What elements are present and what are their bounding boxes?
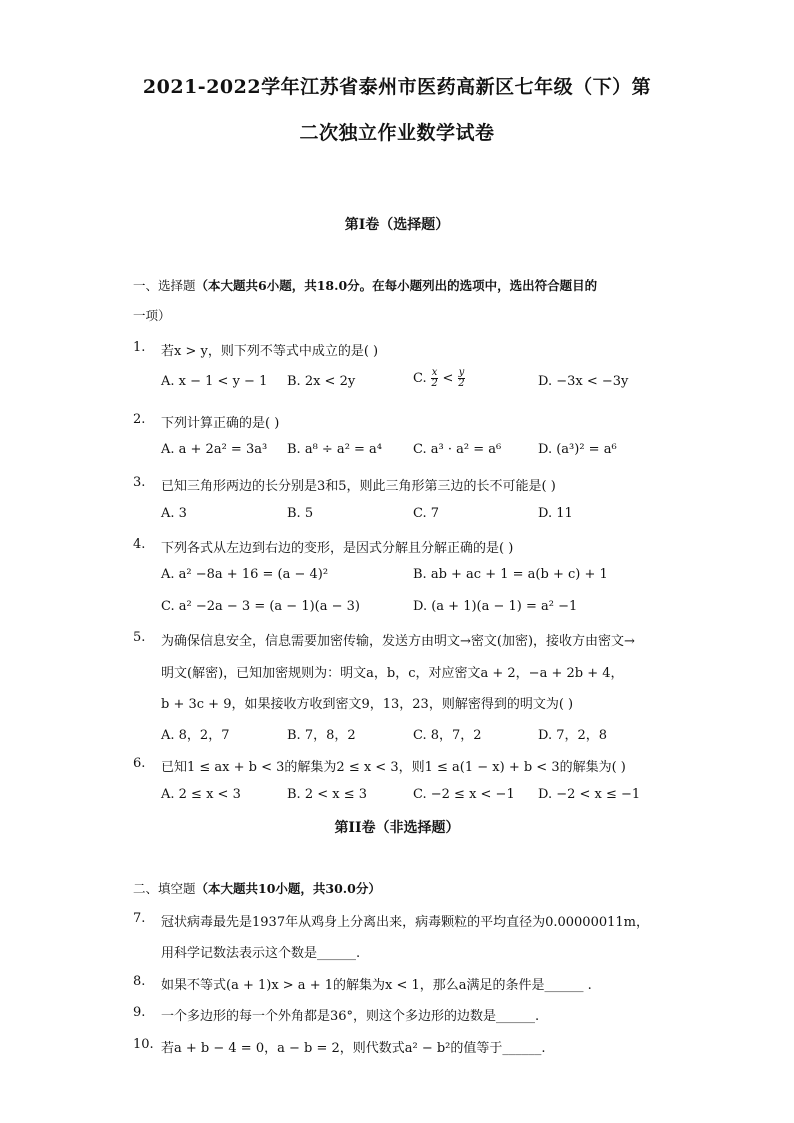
option-c: C. −2 ≤ x < −1 — [413, 787, 515, 802]
option-a: A. 2 ≤ x < 3 — [161, 787, 241, 802]
section-one-desc-cont: 一项） — [133, 308, 171, 323]
question-text: 下列计算正确的是( ) — [161, 416, 280, 431]
option-d: D. −3x < −3y — [538, 374, 629, 389]
section-one-desc: （本大题共6小题，共18.0分。在每小题列出的选项中，选出符合题目的 — [195, 278, 598, 293]
question-text-line2: 用科学记数法表示这个数是______. — [161, 946, 361, 961]
exam-title-line2: 二次独立作业数学试卷 — [299, 122, 495, 144]
section-one-label: 一、选择题 — [133, 278, 196, 293]
question-number: 7. — [133, 911, 146, 926]
option-c: C. 7 — [413, 506, 440, 521]
option-b: B. a⁸ ÷ a² = a⁴ — [287, 442, 383, 457]
question-text: 若a + b − 4 = 0，a − b = 2，则代数式a² − b²的值等于______. — [161, 1041, 546, 1056]
section-two-desc: （本大题共10小题，共30.0分） — [195, 881, 381, 896]
volume-two-heading: 第II卷（非选择题） — [334, 820, 460, 836]
question-number: 4. — [133, 537, 146, 552]
option-b: B. 2x < 2y — [287, 374, 356, 389]
option-d: D. −2 < x ≤ −1 — [538, 787, 641, 802]
question-text: 若x > y，则下列不等式中成立的是( ) — [161, 344, 379, 359]
option-d: D. (a + 1)(a − 1) = a² −1 — [413, 599, 578, 614]
question-number: 3. — [133, 475, 146, 490]
option-b: B. 7，8，2 — [287, 728, 356, 743]
section-two-header — [133, 879, 381, 897]
fraction-numerator: x — [431, 367, 438, 378]
question-text: 如果不等式(a + 1)x > a + 1的解集为x < 1，那么a满足的条件是______ . — [161, 978, 592, 993]
fraction-numerator: y — [458, 367, 465, 378]
less-than-sign: < — [438, 371, 458, 386]
option-b: B. 5 — [287, 506, 314, 521]
question-text-line3: b + 3c + 9，如果接收方收到密文9，13，23，则解密得到的明文为( ) — [161, 697, 574, 712]
question-number: 5. — [133, 630, 146, 645]
option-a: A. a + 2a² = 3a³ — [161, 442, 268, 457]
question-number: 2. — [133, 412, 146, 427]
volume-one-heading: 第I卷（选择题） — [344, 217, 450, 233]
option-c: C. a³ · a² = a⁶ — [413, 442, 502, 457]
exam-title-line1: 2021-2022学年江苏省泰州市医药高新区七年级（下）第 — [142, 76, 652, 98]
question-text-line2: 明文(解密)，已知加密规则为：明文a，b，c，对应密文a + 2，−a + 2b + 4， — [161, 666, 624, 681]
question-number: 6. — [133, 756, 146, 771]
option-a: A. 3 — [161, 506, 187, 521]
option-d: D. 11 — [538, 506, 573, 521]
option-a: A. 8，2，7 — [161, 728, 230, 743]
option-b: B. ab + ac + 1 = a(b + c) + 1 — [413, 567, 608, 582]
option-c — [413, 368, 465, 389]
option-d: D. 7，2，8 — [538, 728, 608, 743]
option-b: B. 2 < x ≤ 3 — [287, 787, 368, 802]
option-c-prefix: C. — [413, 371, 427, 386]
section-one-header — [133, 276, 597, 294]
question-text-line1: 为确保信息安全，信息需要加密传输，发送方由明文→密文(加密)，接收方由密文→ — [161, 634, 635, 649]
option-a: A. a² −8a + 16 = (a − 4)² — [161, 567, 329, 582]
question-number: 10. — [133, 1037, 154, 1052]
question-number: 1. — [133, 340, 146, 355]
question-text: 已知1 ≤ ax + b < 3的解集为2 ≤ x < 3，则1 ≤ a(1 − x) + b < 3的解集为( ) — [161, 760, 626, 775]
option-d: D. (a³)² = a⁶ — [538, 442, 617, 457]
question-text: 已知三角形两边的长分别是3和5，则此三角形第三边的长不可能是( ) — [161, 479, 556, 494]
question-number: 8. — [133, 974, 146, 989]
question-text: 下列各式从左边到右边的变形，是因式分解且分解正确的是( ) — [161, 541, 514, 556]
fraction-denominator: 2 — [431, 378, 438, 389]
question-text: 一个多边形的每一个外角都是36°，则这个多边形的边数是______. — [161, 1009, 540, 1024]
question-number: 9. — [133, 1005, 146, 1020]
option-c: C. 8，7，2 — [413, 728, 482, 743]
section-two-label: 二、填空题 — [133, 881, 196, 896]
question-text-line1: 冠状病毒最先是1937年从鸡身上分离出来，病毒颗粒的平均直径为0.00000011m， — [161, 915, 649, 930]
fraction — [458, 368, 466, 389]
option-c: C. a² −2a − 3 = (a − 1)(a − 3) — [161, 599, 360, 614]
option-a: A. x − 1 < y − 1 — [161, 374, 268, 389]
fraction-denominator: 2 — [458, 378, 465, 389]
